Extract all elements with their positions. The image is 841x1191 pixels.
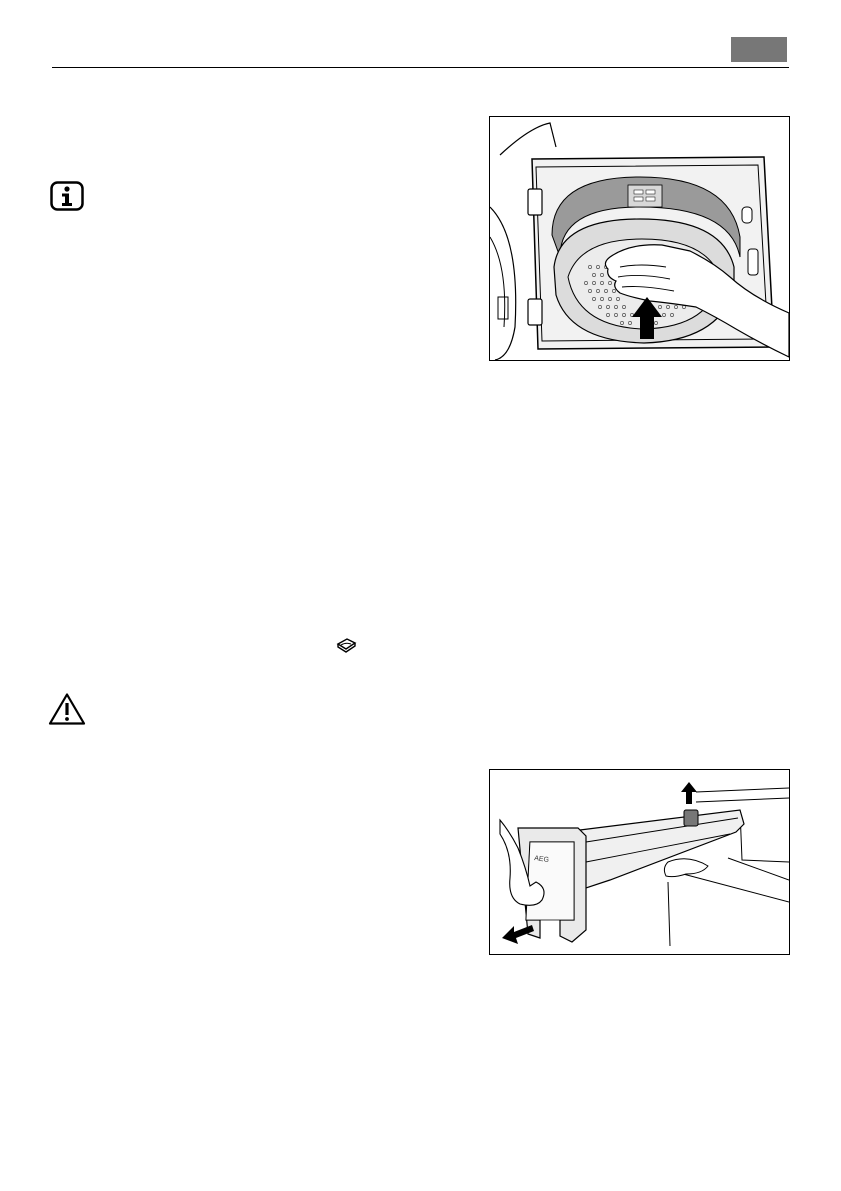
door-filter-illustration bbox=[489, 116, 790, 361]
info-icon bbox=[50, 181, 84, 211]
water-container-illustration bbox=[489, 769, 790, 955]
aeg-logo: AEG bbox=[533, 855, 550, 865]
water-container-icon bbox=[335, 636, 357, 654]
language-tab bbox=[731, 37, 787, 62]
header-rule bbox=[52, 67, 789, 68]
warning-icon bbox=[48, 692, 86, 726]
